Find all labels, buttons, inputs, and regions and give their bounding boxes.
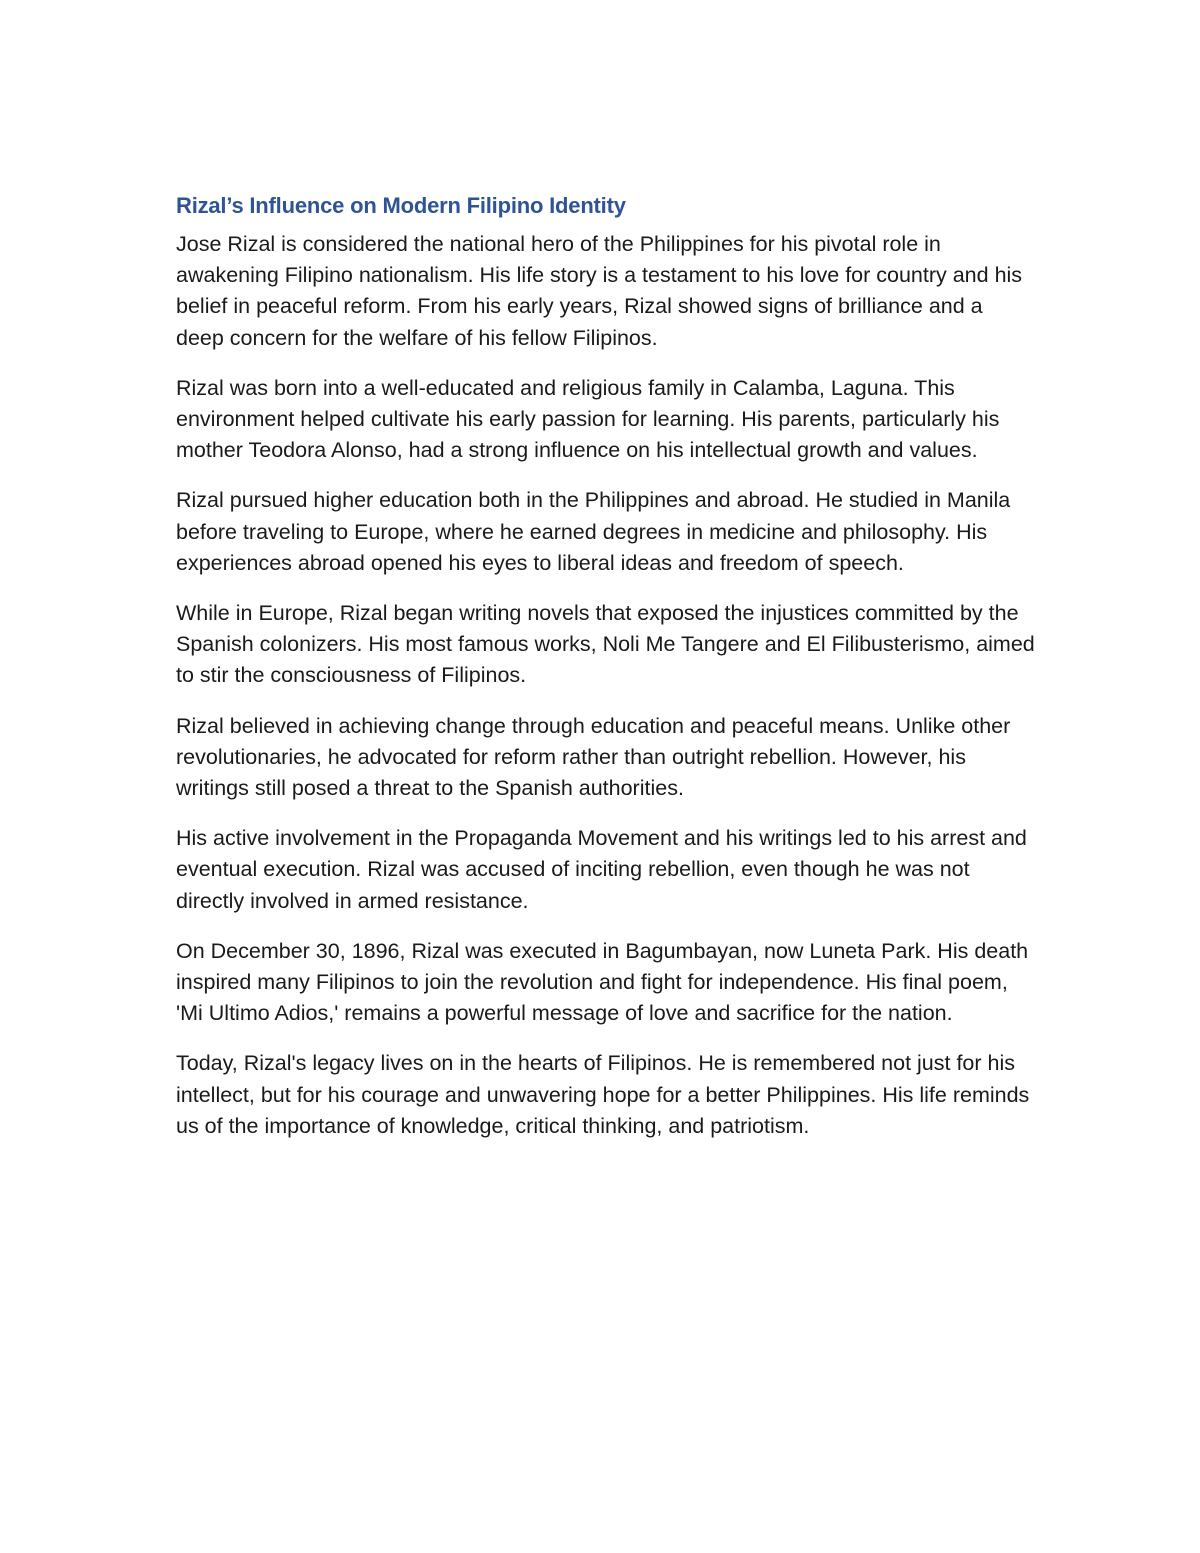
paragraph-family: Rizal was born into a well-educated and religious family in Calamba, Laguna. This environment helped cultivate his early passion for learning. His parents, particularly his mother Teodora Alonso, had a strong influence on his intellectual growth and values. <box>176 375 1000 463</box>
paragraph-execution: On December 30, 1896, Rizal was executed in Bagumbayan, now Luneta Park. His death inspired many Filipinos to join the revolution and fight for independence. His final poem, 'Mi Ultimo Adios,' remains a powerful message of love and sacrifice for the nation. <box>176 938 1029 1026</box>
paragraph-novels: While in Europe, Rizal began writing novels that exposed the injustices committed by the Spanish colonizers. His most famous works, Noli Me Tangere and El Filibusterismo, aimed to stir the consciousness of Filipinos. <box>176 601 1035 688</box>
paragraph-education: Rizal pursued higher education both in the Philippines and abroad. He studied in Manila before traveling to Europe, where he earned degrees in medicine and philosophy. His experiences abroad opened his eyes to liberal ideas and freedom of speech. <box>176 488 1011 575</box>
document-title: Rizal’s Influence on Modern Filipino Identity <box>176 193 626 218</box>
paragraph-peaceful-reform: Rizal believed in achieving change through education and peaceful means. Unlike other revolutionaries, he advocated for reform rather than outright rebellion. However, his writings still posed a threat to the Spanish authorities. <box>176 713 1011 801</box>
paragraph-propaganda-movement: His active involvement in the Propaganda Movement and his writings led to his arrest and eventual execution. Rizal was accused of inciting rebellion, even though he was not directly involved in armed resistance. <box>176 826 1027 913</box>
paragraph-national-hero: Jose Rizal is considered the national hero of the Philippines for his pivotal role in awakening Filipino nationalism. His life story is a testament to his love for country and his belief in peaceful reform. From his early years, Rizal showed signs of brilliance and a deep concern for the welfare of his fellow Filipinos. <box>176 232 1023 350</box>
document-body <box>176 190 1036 1161</box>
paragraph-legacy: Today, Rizal's legacy lives on in the hearts of Filipinos. He is remembered not just for his intellect, but for his courage and unwavering hope for a better Philippines. His life reminds us of the importance of knowledge, critical thinking, and patriotism. <box>176 1051 1030 1138</box>
